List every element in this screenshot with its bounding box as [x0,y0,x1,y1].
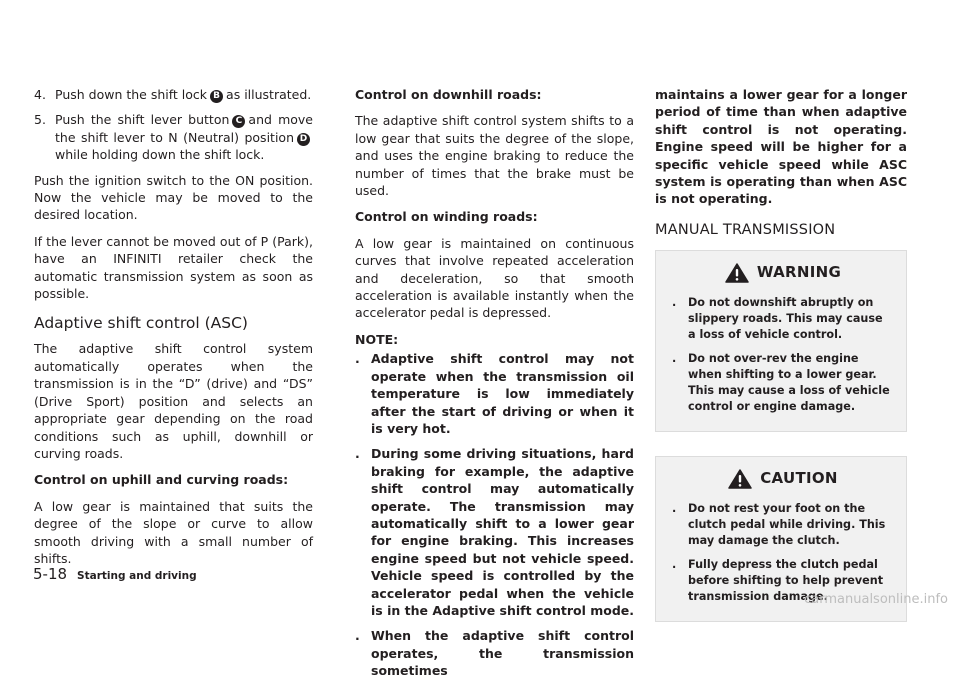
warning-title: WARNING [756,263,842,282]
callout-b-icon: B [210,90,223,103]
step-text: Push the shift lever button C and move the shift lever to N (Neutral) position Dwhile holding down the shift lock. [55,112,313,163]
section-heading: Adaptive shift control (ASC) [34,314,248,333]
section-heading: MANUAL TRANSMISSION [655,221,836,238]
paragraph: A low gear is maintained on continuous curves that involve repeated acceleration and deceleration, so that smooth acceleration is available instantly when the accelerator pedal is depressed. [355,235,634,321]
bullet: . [672,295,677,309]
caution-icon [728,469,752,489]
warning-item: . Do not over-rev the engine when shifting to a lower gear. This may cause a loss of vehicle control or engine damage. [672,351,890,413]
note-item: . Adaptive shift control may not operate when the transmission oil temperature is low immediately after the start of driving or when it is very hot. [355,351,634,436]
step-number: 5. [34,112,46,128]
callout-d-icon: D [297,133,310,146]
bullet: . [355,628,360,644]
paragraph: A low gear is maintained that suits the degree of the slope or curve to allow smooth driving with a small number of shifts. [34,498,313,566]
page-footer [33,565,197,583]
watermark: carmanualsonline.info [804,592,948,607]
warning-header [672,261,894,285]
paragraph: If the lever cannot be moved out of P (Park), have an INFINITI retailer check the automatic transmission system as soon as possible. [34,233,313,302]
note-item: . When the adaptive shift control operates, the transmission sometimes [355,628,634,679]
bullet: . [355,351,360,367]
step-5 [34,111,313,163]
note-label: NOTE: [355,331,399,347]
paragraph: The adaptive shift control system automatically operates when the transmission is in the “D” (drive) and “DS” (Drive Sport) position and selects an appropriate gear depending on the road conditions such as uphill, downhill or curving roads. [34,341,313,461]
warning-box [655,250,907,432]
column-right [655,86,907,622]
caution-item: . Fully depress the clutch pedal before shifting to help prevent transmission damage. [672,557,884,603]
section-name: Starting and driving [77,570,197,582]
page-number: 5-18 [33,565,68,583]
step-number: 4. [34,87,46,102]
step-text: Push down the shift lock B as illustrated. [55,87,312,102]
note-item: . During some driving situations, hard braking for example, the adaptive shift control may automatically operate. The transmission may automatically shift to a lower gear for engine braking. This increases engine speed but not vehicle speed. Vehicle speed is controlled by the accelerator pedal when the vehicle is in the Adaptive shift control mode. [355,446,634,618]
caution-item: . Do not rest your foot on the clutch pedal while driving. This may damage the clutch. [672,501,886,547]
paragraph: Push the ignition switch to the ON position. Now the vehicle may be moved to the desired location. [34,172,313,223]
paragraph: The adaptive shift control system shifts to a low gear that suits the degree of the slope, and uses the engine braking to reduce the number of times that the brake must be used. [355,113,634,199]
subheading: Control on uphill and curving roads: [34,472,289,488]
bullet: . [672,351,677,365]
subheading: Control on winding roads: [355,209,538,225]
caution-header [672,467,894,491]
step-4 [34,86,313,103]
bullet: . [355,446,360,462]
warning-item: . Do not downshift abruptly on slippery roads. This may cause a loss of vehicle control. [672,295,883,341]
warning-icon [725,263,749,283]
callout-c-icon: C [232,115,245,128]
caution-title: CAUTION [760,469,838,488]
bullet: . [672,557,677,571]
bullet: . [672,501,677,515]
paragraph-continued: maintains a lower gear for a longer period of time than when adaptive shift control is not operating. Engine speed will be higher for a specific vehicle speed while ASC system is operating than when ASC is not operating. [655,87,907,207]
subheading: Control on downhill roads: [355,87,542,102]
column-left [34,86,313,576]
column-middle [355,86,634,688]
